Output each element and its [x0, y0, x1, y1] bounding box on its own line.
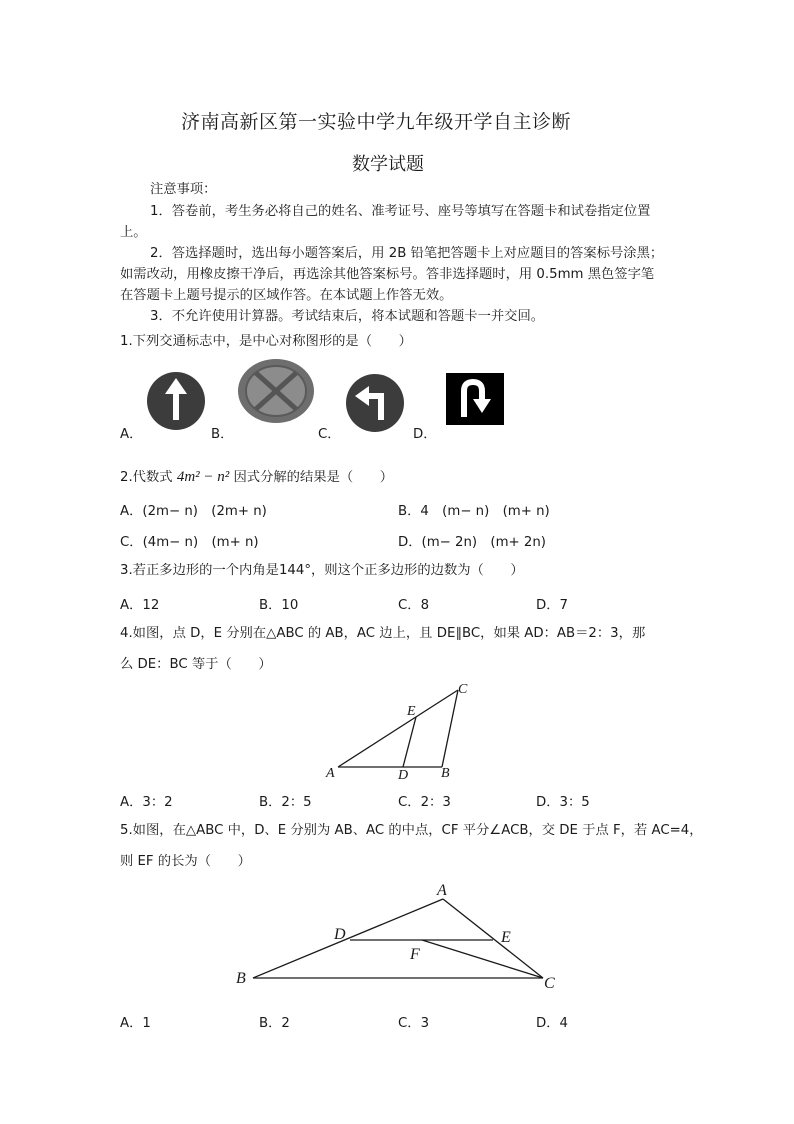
q5-label-c: C [544, 975, 555, 992]
q2-option-b: B．4 (m− n) (m+ n) [398, 504, 550, 519]
note-2-line-3: 在答题卡上题号提示的区域作答。在本试题上作答无效。 [120, 288, 453, 303]
q5-stem-line-2: 则 EF 的长为（ ） [120, 854, 251, 869]
q1-option-c-label: C． [318, 427, 341, 442]
q5-triangle-figure [230, 880, 570, 995]
q4-side-bc [442, 690, 458, 767]
q5-option-a: A．1 [120, 1016, 151, 1031]
q5-segment-cf [422, 940, 543, 978]
q4-label-d: D [398, 768, 409, 783]
q1-option-b-label: B． [211, 427, 234, 442]
q2-stem-prefix: 2.代数式 [120, 470, 173, 485]
turn-left-sign-icon [343, 372, 407, 434]
q3-option-c: C．8 [398, 598, 430, 613]
exam-title: 济南高新区第一实验中学九年级开学自主诊断 [181, 111, 572, 133]
q4-label-e: E [407, 704, 416, 719]
straight-ahead-sign-icon [145, 370, 207, 432]
q5-side-ab [253, 899, 443, 978]
q3-option-a: A．12 [120, 598, 160, 613]
q4-option-b: B．2：5 [259, 795, 312, 810]
q4-side-ac [338, 690, 458, 767]
q3-option-d: D．7 [536, 598, 568, 613]
q2-option-c: C．(4m− n) (m+ n) [120, 535, 259, 550]
q3-option-b: B．10 [259, 598, 299, 613]
q1-stem: 1.下列交通标志中，是中心对称图形的是（ ） [120, 334, 412, 349]
q3-stem: 3.若正多边形的一个内角是144°，则这个正多边形的边数为（ ） [120, 563, 524, 578]
q2-expression: 4m² − n² [176, 469, 230, 485]
q4-stem-line-1: 4.如图，点 D，E 分别在△ABC 的 AB，AC 边上，且 DE∥BC，如果 AD：AB＝2：3，那 [120, 626, 646, 641]
q4-option-a: A．3：2 [120, 795, 173, 810]
notes-heading: 注意事项： [150, 182, 217, 197]
note-2-line-2: 如需改动，用橡皮擦干净后，再选涂其他答案标号。答非选择题时，用 0.5mm 黑色签字笔 [120, 267, 655, 282]
q5-option-b: B．2 [259, 1016, 290, 1031]
q4-label-b: B [441, 766, 450, 781]
u-turn-sign-icon [446, 373, 504, 425]
q4-stem-line-2: 么 DE：BC 等于（ ） [120, 657, 272, 672]
note-1-line-2: 上。 [120, 225, 147, 240]
q4-label-c: C [458, 682, 468, 697]
q5-label-f: F [410, 946, 420, 963]
q4-option-d: D．3：5 [536, 795, 590, 810]
note-2-line-1: 2．答选择题时，选出每小题答案后，用 2B 铅笔把答题卡上对应题目的答案标号涂黑； [150, 246, 664, 261]
q4-triangle-figure [320, 680, 480, 783]
q5-option-d: D．4 [536, 1016, 568, 1031]
exam-subtitle: 数学试题 [352, 154, 424, 175]
q5-side-ac [443, 899, 543, 978]
q2-option-a: A．(2m− n) (2m+ n) [120, 504, 267, 519]
q2-stem [120, 468, 393, 487]
q5-label-e: E [501, 929, 511, 946]
q5-option-c: C．3 [398, 1016, 430, 1031]
q1-option-a-label: A． [120, 427, 143, 442]
q2-stem-suffix: 因式分解的结果是（ ） [233, 470, 394, 485]
q2-option-d: D．(m− 2n) (m+ 2n) [398, 535, 546, 550]
q1-option-d-label: D． [413, 427, 437, 442]
q5-label-a: A [437, 882, 447, 899]
no-stopping-sign-icon [236, 358, 316, 424]
q5-label-b: B [236, 970, 246, 987]
q4-label-a: A [326, 766, 335, 781]
q5-stem-line-1: 5.如图，在△ABC 中，D、E 分别为 AB、AC 的中点，CF 平分∠ACB，交 DE 于点 F，若 AC=4， [120, 823, 703, 838]
q4-option-c: C．2：3 [398, 795, 451, 810]
q5-label-d: D [334, 926, 346, 943]
note-1-line-1: 1．答卷前，考生务必将自己的姓名、准考证号、座号等填写在答题卡和试卷指定位置 [150, 204, 651, 219]
note-3: 3．不允许使用计算器。考试结束后，将本试题和答题卡一并交回。 [150, 309, 545, 324]
